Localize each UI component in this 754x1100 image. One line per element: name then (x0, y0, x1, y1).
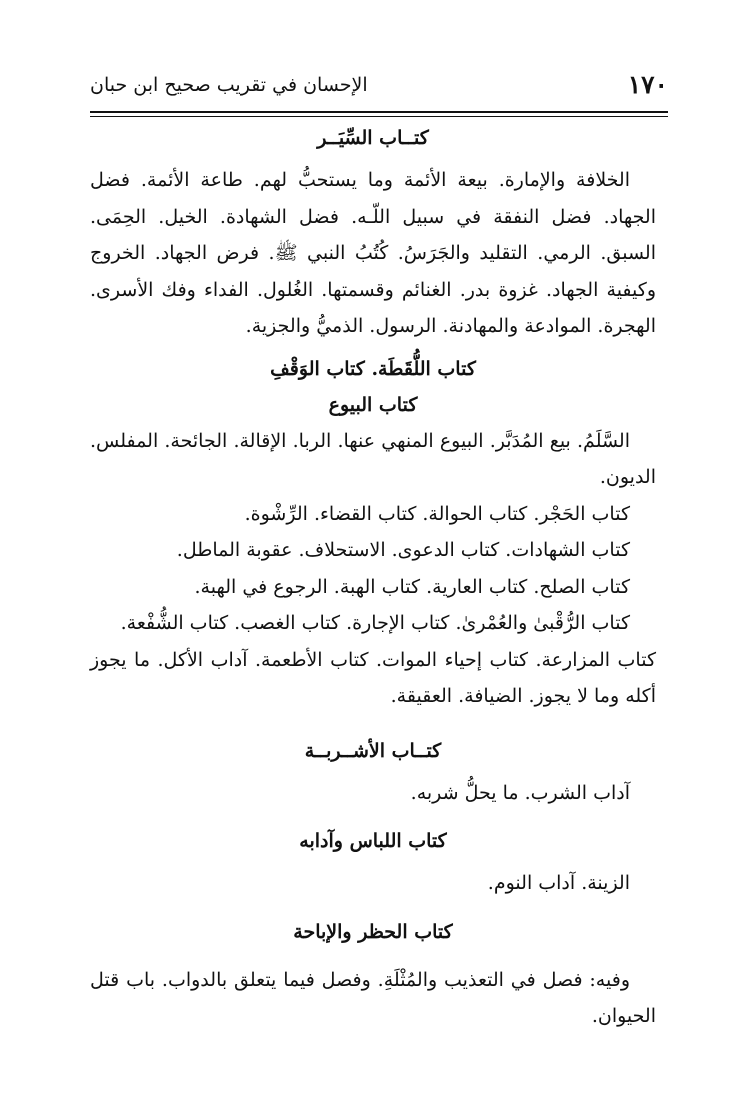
section-text-siyar: الخلافة والإمارة. بيعة الأئمة وما يستحبُّ لهم. طاعة الأئمة. فضل الجهاد. فضل النفقة في سبيل اللّـه. فضل الشهادة. الخيل. الحِمَى. السبق. الرمي. التقليد والجَرَسُ. كُتُبُ النبي ﷺ. فرض الجهاد. الخروج وكيفية الجهاد. غزوة بدر. الغنائم وقسمتها. الغُلول. الفداء وفك الأسرى. الهجرة. الموادعة والمهادنة. الرسول. الذميُّ والجزية. (90, 169, 656, 337)
list-line-ruqba: كتاب الرُّقْبىٰ والعُمْرىٰ. كتاب الإجارة. كتاب الغصب. كتاب الشُّفْعة. (120, 612, 630, 634)
section-text-ashriba: آداب الشرب. ما يحلُّ شربه. (410, 781, 630, 804)
page-content (90, 120, 656, 1035)
list-line-shahadat: كتاب الشهادات. كتاب الدعوى. الاستحلاف. عقوبة الماطل. (176, 539, 630, 561)
list-line-sulh: كتاب الصلح. كتاب العارية. كتاب الهبة. الرجوع في الهبة. (194, 575, 630, 598)
header-rule-thick (90, 111, 668, 113)
page-number: ١٧٠ (627, 70, 668, 99)
section-heading-luqata: كتاب اللُّقَطَة. كتاب الوَقْفِ (270, 357, 476, 380)
section-text-hazr: وفيه: فصل في التعذيب والمُثْلَةِ. وفصل فيما يتعلق بالدواب. باب قتل الحيوان. (90, 968, 656, 1027)
section-heading-siyar: كتــاب السِّيَــر (317, 127, 429, 149)
section-heading-hazr: كتاب الحظر والإباحة (293, 920, 453, 943)
section-heading-ashriba: كتــاب الأشــربــة (304, 739, 442, 762)
section-heading-libas: كتاب اللباس وآدابه (299, 830, 447, 852)
section-text-libas: الزينة. آداب النوم. (487, 872, 630, 894)
page-header (90, 64, 668, 110)
header-rule-thin (90, 116, 668, 117)
running-title: الإحسان في تقريب صحيح ابن حبان (90, 74, 368, 96)
section-text-muzaraa: كتاب المزارعة. كتاب إحياء الموات. كتاب الأطعمة. آداب الأكل. ما يجوز أكله وما لا يجوز. الضيافة. العقيقة. (90, 648, 656, 707)
section-text-buyu: السَّلَمُ. بيع المُدَبَّر. البيوع المنهي عنها. الربا. الإقالة. الجائحة. المفلس. الديون. (90, 429, 656, 488)
list-line-hajr: كتاب الحَجْر. كتاب الحوالة. كتاب القضاء. الرِّشْوة. (244, 502, 630, 525)
section-heading-buyu: كتاب البيوع (328, 393, 418, 416)
